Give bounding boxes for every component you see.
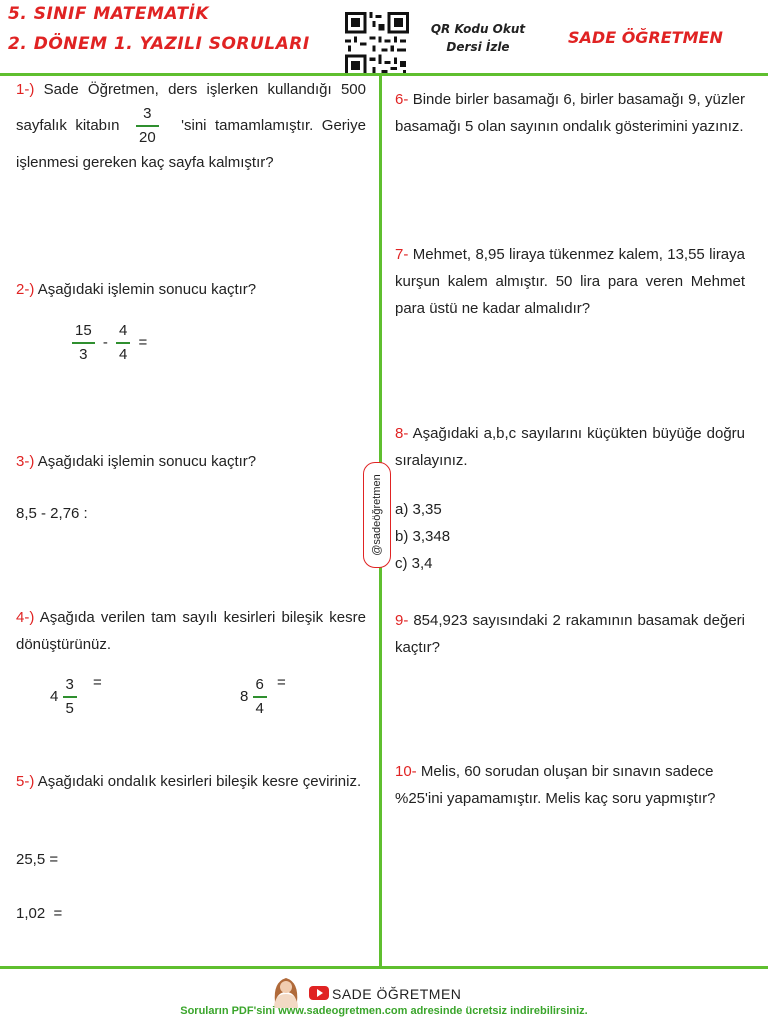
question-number: 1-) <box>16 81 35 98</box>
equals-sign: = <box>277 674 286 691</box>
question-number: 2-) <box>16 281 35 298</box>
question-9 <box>395 607 745 661</box>
whole-part: 4 <box>50 687 59 705</box>
exam-grade-title: 5. SINIF MATEMATİK <box>8 4 210 24</box>
denominator: 4 <box>119 346 128 363</box>
question-text: Aşağıdaki ondalık kesirleri bileşik kesre çeviriniz. <box>37 773 362 790</box>
option-c: c) 3,4 <box>395 555 433 572</box>
question-number: 4-) <box>16 609 35 626</box>
question-2 <box>16 276 366 303</box>
qr-label-watch: Dersi İzle <box>446 40 510 54</box>
question-text: Aşağıda verilen tam sayılı kesirleri bileşik kesre dönüştürünüz. <box>16 609 366 653</box>
option-a: a) 3,35 <box>395 501 442 518</box>
numerator: 3 <box>65 676 74 693</box>
question-number: 10- <box>395 763 417 780</box>
fraction <box>63 674 77 720</box>
question-7 <box>395 241 745 322</box>
social-handle-badge <box>363 462 391 568</box>
social-handle: @sadeöğretmen <box>371 474 383 556</box>
fraction <box>116 320 130 366</box>
question-8 <box>395 420 745 474</box>
question-1 <box>16 76 366 176</box>
question-10 <box>395 758 745 812</box>
question-text: Sade Öğretmen, ders işlerken kullandığı 500 sayfalık kitabın <box>16 81 366 134</box>
question-6 <box>395 86 745 140</box>
question-number: 5-) <box>16 773 35 790</box>
qr-code-icon <box>345 12 409 76</box>
decimal-item-2: 1,02 = <box>16 905 63 922</box>
question-number: 3-) <box>16 453 35 470</box>
question-number: 9- <box>395 612 409 629</box>
question-number: 7- <box>395 246 409 263</box>
operator: - <box>102 333 108 351</box>
footer-note: Soruların PDF'sini www.sadeogretmen.com adresinde ücretsiz indirebilirsiniz. <box>180 1005 588 1017</box>
question-number: 8- <box>395 425 409 442</box>
fraction <box>136 103 159 149</box>
channel-name: SADE ÖĞRETMEN <box>332 986 462 1002</box>
question-text: Aşağıdaki a,b,c sayılarını küçükten büyüğe doğru sıralayınız. <box>395 425 745 469</box>
expression-2 <box>72 320 147 366</box>
numerator: 4 <box>119 322 128 339</box>
expression-3: 8,5 - 2,76 : <box>16 505 88 522</box>
denominator: 20 <box>138 129 156 146</box>
exam-title: 2. DÖNEM 1. YAZILI SORULARI <box>8 34 310 54</box>
question-5 <box>16 768 366 795</box>
brand-name: SADE ÖĞRETMEN <box>568 28 723 47</box>
question-text: Melis, 60 sorudan oluşan bir sınavın sadece %25'ini yapamamıştır. Melis kaç soru yapmıştır? <box>395 763 716 807</box>
mixed-number-1 <box>50 674 102 720</box>
numerator: 3 <box>143 105 152 122</box>
option-b: b) 3,348 <box>395 528 451 545</box>
equals-sign: = <box>138 333 148 351</box>
equals-sign: = <box>93 674 102 691</box>
mixed-number-2 <box>240 674 286 720</box>
denominator: 4 <box>255 700 264 717</box>
question-number: 6- <box>395 91 409 108</box>
denominator: 3 <box>79 346 88 363</box>
question-text: 854,923 sayısındaki 2 rakamının basamak değeri kaçtır? <box>395 612 745 656</box>
numerator: 15 <box>75 322 92 339</box>
decimal-item-1: 25,5 = <box>16 851 59 868</box>
youtube-icon <box>309 986 329 1000</box>
fraction <box>253 674 267 720</box>
whole-part: 8 <box>240 687 249 705</box>
question-text: Aşağıdaki işlemin sonucu kaçtır? <box>37 281 257 298</box>
numerator: 6 <box>255 676 264 693</box>
question-text: Binde birler basamağı 6, birler basamağı 9, yüzler basamağı 5 olan sayının ondalık gösterimini yazınız. <box>395 91 745 135</box>
footer-divider <box>0 966 768 969</box>
question-text: Mehmet, 8,95 liraya tükenmez kalem, 13,55 liraya kurşun kalem almıştır. 50 lira para veren Mehmet para üstü ne kadar almalıdır? <box>395 246 745 317</box>
qr-label-scan: QR Kodu Okut <box>430 22 526 36</box>
question-4 <box>16 604 366 658</box>
question-text: 'sini tamamlamıştır. Geriye işlenmesi gereken kaç sayfa kalmıştır? <box>16 116 366 171</box>
denominator: 5 <box>65 700 74 717</box>
teacher-avatar <box>268 972 304 1008</box>
question-text: Aşağıdaki işlemin sonucu kaçtır? <box>37 453 257 470</box>
fraction <box>72 320 95 366</box>
question-3 <box>16 448 366 475</box>
